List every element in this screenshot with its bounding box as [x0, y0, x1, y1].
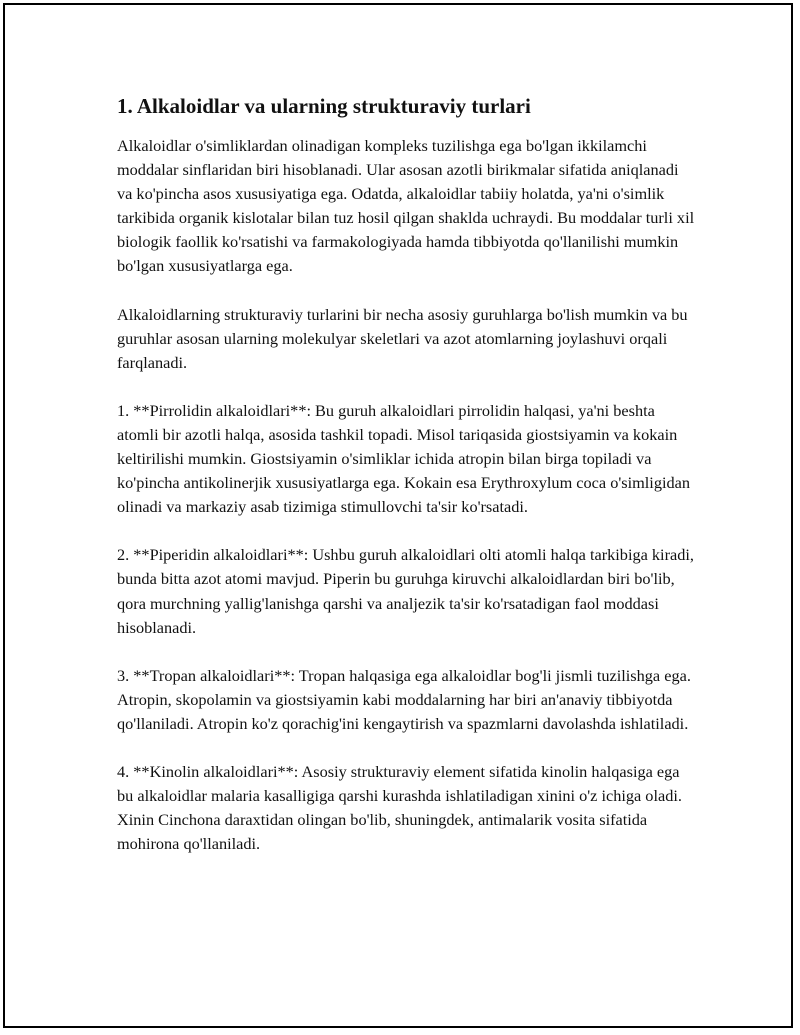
- paragraph-classification: Alkaloidlarning strukturaviy turlarini bir necha asosiy guruhlarga bo'lish mumkin va bu guruhlar asosan ularning molekulyar skeletlari va azot atomlarning joylashuvi orqali farqlanadi.: [117, 304, 688, 372]
- paragraph-intro: Alkaloidlar o'simliklardan olinadigan kompleks tuzilishga ega bo'lgan ikkilamchi moddalar sinflaridan biri hisoblanadi. Ular asosan azotli birikmalar sifatida aniqlanadi va ko'pincha asos xususiyatiga ega. Odatda, alkaloidlar tabiiy holatda, ya'ni o'simlik tarkibida organik kislotalar bilan tuz hosil qilgan shaklda uchraydi. Bu moddalar turli xil biologik faollik ko'rsatishi va farmakologiyada hamda tibbiyotda qo'llanilishi mumkin bo'lgan xususiyatlarga ega.: [117, 136, 695, 276]
- section-title: 1. Alkaloidlar va ularning strukturaviy turlari: [117, 94, 531, 118]
- paragraph-pyrrolidine: 1. **Pirrolidin alkaloidlari**: Bu guruh alkaloidlari pirrolidin halqasi, ya'ni beshta atomli bir azotli halqa, asosida tashkil topadi. Misol tariqasida giostsiyamin va kokain keltirilishi mumkin. Giostsiyamin o'simliklar ichida atropin bilan birga topiladi va ko'pincha antikolinerjik xususiyatlarga ega. Kokain esa Erythroxylum coca o'simligidan olinadi va markaziy asab tizimiga stimullovchi ta'sir ko'rsatadi.: [117, 400, 691, 517]
- document-body: [117, 92, 697, 880]
- paragraph-tropane: 3. **Tropan alkaloidlari**: Tropan halqasiga ega alkaloidlar bog'li jismli tuzilishga ega. Atropin, skopolamin va giostsiyamin kabi moddalarning har biri an'anaviy tibbiyotda qo'llaniladi. Atropin ko'z qorachig'ini kengaytirish va spazmlarni davolashda ishlatiladi.: [117, 665, 691, 733]
- paragraph-piperidine: 2. **Piperidin alkaloidlari**: Ushbu guruh alkaloidlari olti atomli halqa tarkibiga kiradi, bunda bitta azot atomi mavjud. Piperin bu guruhga kiruvchi alkaloidlardan biri bo'lib, qora murchning yallig'lanishga qarshi va analjezik ta'sir ko'rsatadigan faol moddasi hisoblanadi.: [117, 545, 694, 637]
- paragraph-quinoline: 4. **Kinolin alkaloidlari**: Asosiy strukturaviy element sifatida kinolin halqasiga ega bu alkaloidlar malaria kasalligiga qarshi kurashda ishlatiladigan xinini o'z ichiga oladi. Xinin Cinchona daraxtidan olingan bo'lib, shuningdek, antimalarik vosita sifatida mohirona qo'llaniladi.: [117, 761, 682, 854]
